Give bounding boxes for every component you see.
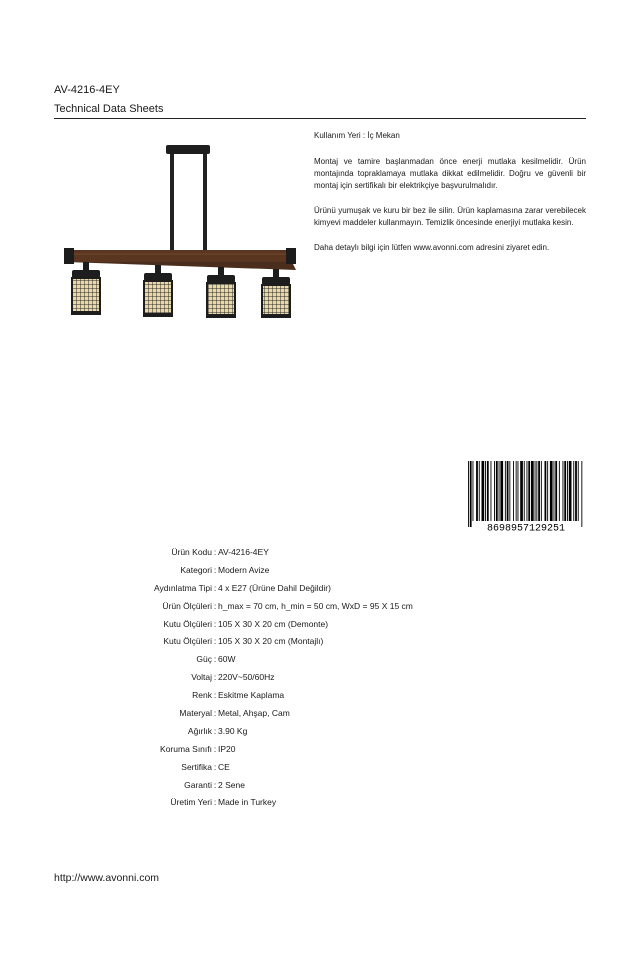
barcode-bar (573, 461, 574, 521)
spec-value: CE (218, 761, 230, 772)
barcode-bar (487, 461, 489, 521)
spec-value: 105 X 30 X 20 cm (Montajlı) (218, 636, 324, 647)
spec-separator: : (213, 600, 217, 611)
spec-label: Aydınlatma Tipi (154, 582, 212, 593)
spec-value: AV-4216-4EY (218, 546, 269, 557)
spec-label: Garanti (184, 779, 212, 790)
spec-label: Kutu Ölçüleri (163, 618, 212, 629)
barcode-bar (520, 461, 523, 521)
spec-separator: : (213, 797, 217, 808)
barcode-bar (535, 461, 536, 521)
product-code-header: AV-4216-4EY (54, 84, 120, 96)
usage-location: Kullanım Yeri : İç Mekan (314, 131, 400, 140)
spec-separator: : (213, 672, 217, 683)
spec-value: Metal, Ahşap, Cam (218, 707, 290, 718)
barcode-number: 8698957129251 (486, 523, 566, 533)
barcode-bar (507, 461, 509, 521)
spec-value: 105 X 30 X 20 cm (Demonte) (218, 618, 329, 629)
barcode-bar (567, 461, 568, 521)
barcode-bar (513, 461, 514, 521)
spec-separator: : (213, 654, 217, 665)
cleaning-paragraph: Ürünü yumuşak ve kuru bir bez ile silin. Ürün kaplamasına zarar verebilecek kimyevi maddeler kullanmayın. Temizlik öncesinde enerjiyi mutlaka kesin. (314, 206, 586, 227)
barcode-bar (545, 461, 547, 521)
barcode-bar (485, 461, 486, 521)
spec-value: 60W (218, 654, 236, 665)
spec-row-product-code (80, 543, 550, 561)
barcode-bar (578, 461, 579, 521)
spec-value: Modern Avize (218, 564, 270, 575)
document-subtitle: Technical Data Sheets (54, 103, 164, 115)
barcode-bar (555, 461, 557, 521)
barcode-bar (559, 461, 560, 521)
spec-label: Voltaj (191, 672, 212, 683)
more-info-paragraph: Daha detaylı bilgi için lütfen www.avonni.com adresini ziyaret edin. (314, 243, 550, 252)
spec-separator: : (213, 761, 217, 772)
spec-label: Ağırlık (187, 725, 212, 736)
spec-row-lighting-type (80, 579, 550, 597)
barcode-bar (500, 461, 503, 521)
spec-row-protection-class (80, 740, 550, 758)
spec-value: Eskitme Kaplama (218, 690, 285, 701)
barcode-bar (575, 461, 577, 521)
header-divider (54, 118, 586, 119)
spec-value: 220V~50/60Hz (218, 672, 275, 683)
spec-row-origin (80, 793, 550, 811)
spec-row-box-dimensions-disassembled (80, 615, 550, 633)
spec-separator: : (213, 690, 217, 701)
barcode-bar (524, 461, 525, 521)
barcode-bar (569, 461, 572, 521)
spec-label: Sertifika (181, 761, 212, 772)
spec-separator: : (213, 582, 217, 593)
product-barcode (466, 461, 586, 533)
info-panel (314, 130, 586, 267)
spec-label: Kutu Ölçüleri (163, 636, 212, 647)
spec-value: IP20 (218, 743, 236, 754)
spec-separator: : (213, 707, 217, 718)
barcode-bar (538, 461, 540, 521)
barcode-bar (531, 461, 534, 521)
spec-separator: : (213, 743, 217, 754)
spec-value: h_max = 70 cm, h_min = 50 cm, WxD = 95 X 15 cm (218, 600, 413, 611)
barcode-bar (476, 461, 478, 521)
barcode-bar (499, 461, 500, 521)
spec-label: Materyal (179, 707, 212, 718)
spec-label: Üretim Yeri (170, 797, 212, 808)
spec-value: 4 x E27 (Ürüne Dahil Değildir) (218, 582, 331, 593)
spec-separator: : (213, 636, 217, 647)
barcode-bar (536, 461, 537, 521)
spec-row-box-dimensions-assembled (80, 632, 550, 650)
spec-value: 2 Sene (218, 779, 245, 790)
spec-row-category (80, 561, 550, 579)
spec-row-color (80, 686, 550, 704)
barcode-bar (564, 461, 566, 521)
barcode-bar (505, 461, 506, 521)
chandelier-product-image (60, 140, 305, 325)
safety-paragraph: Montaj ve tamire başlanmadan önce enerji mutlaka kesilmelidir. Ürün montajında topraklamaya mutlaka dikkat edilmelidir. Doğru ve güvenli bir montaj için sertifikalı bir elektrikçiye başvurulmalıdır. (314, 157, 586, 190)
spec-label: Koruma Sınıfı (160, 743, 212, 754)
spec-label: Kategori (180, 564, 212, 575)
barcode-bar (509, 461, 510, 521)
barcode-bar (550, 461, 553, 521)
spec-separator: : (213, 779, 217, 790)
barcode-bar (516, 461, 517, 521)
spec-separator: : (213, 725, 217, 736)
spec-value: 3.90 Kg (218, 725, 248, 736)
website-link[interactable]: http://www.avonni.com (54, 872, 160, 884)
spec-label: Güç (196, 654, 212, 665)
spec-row-weight (80, 722, 550, 740)
barcode-bar (482, 461, 485, 521)
barcode-bar (479, 461, 480, 521)
barcode-bar (470, 461, 472, 527)
spec-row-power (80, 650, 550, 668)
spec-row-material (80, 704, 550, 722)
barcode-bar (563, 461, 564, 521)
spec-row-product-dimensions (80, 597, 550, 615)
spec-row-voltage (80, 668, 550, 686)
spec-label: Renk (192, 690, 212, 701)
barcode-bar (468, 461, 469, 527)
spec-label: Ürün Ölçüleri (162, 600, 212, 611)
barcode-bar (554, 461, 555, 521)
spec-value: Made in Turkey (218, 797, 277, 808)
barcode-bar (518, 461, 519, 521)
barcode-bar (581, 461, 582, 527)
spec-separator: : (213, 546, 217, 557)
barcode-bar (528, 461, 530, 521)
barcode-bar (496, 461, 498, 521)
spec-row-warranty (80, 776, 550, 794)
spec-separator: : (213, 564, 217, 575)
barcode-bar (473, 461, 474, 521)
spec-row-certificate (80, 758, 550, 776)
barcode-bar (494, 461, 495, 521)
spec-separator: : (213, 618, 217, 629)
specifications-table (80, 543, 550, 811)
barcode-bar (547, 461, 548, 521)
spec-label: Ürün Kodu (171, 546, 212, 557)
barcode-bar (541, 461, 542, 521)
barcode-bar (527, 461, 528, 521)
barcode-bar (491, 461, 492, 521)
